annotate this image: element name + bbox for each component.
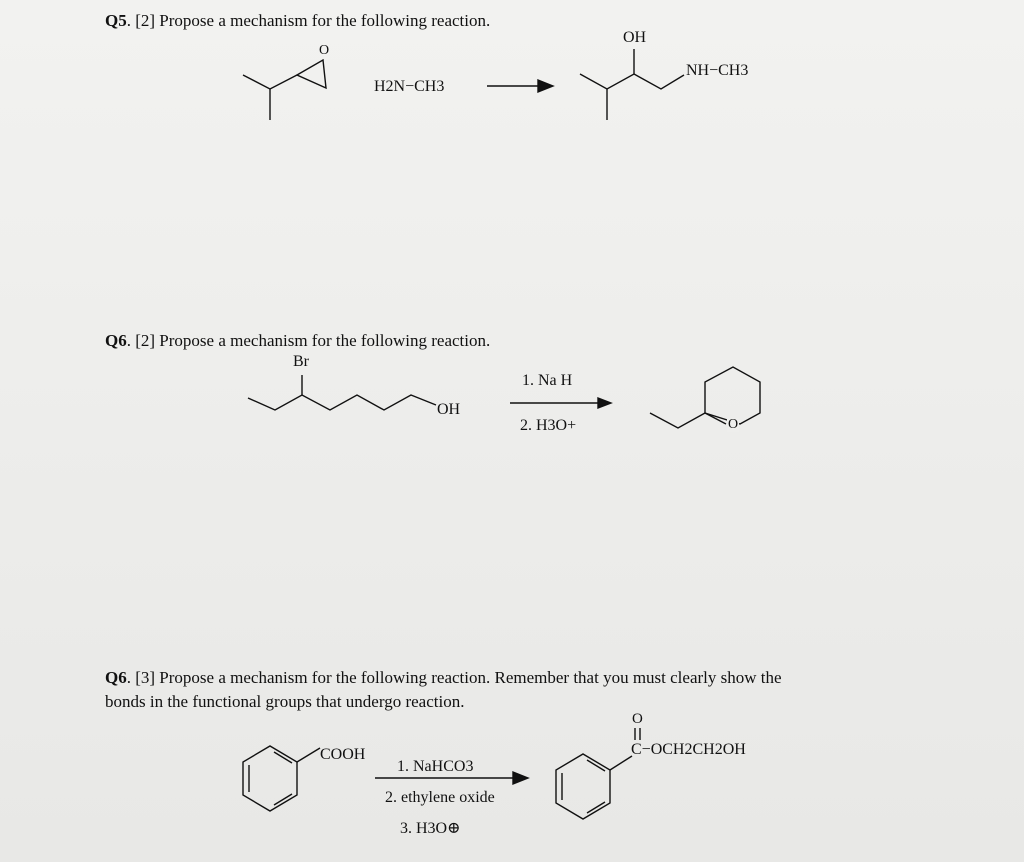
q5-prompt: . [2] Propose a mechanism for the following reaction. xyxy=(126,11,491,30)
q6b-number: Q6 xyxy=(105,668,127,687)
q5-product-hydroxyl: OH xyxy=(623,29,647,46)
q6b-step1: 1. NaHCO3 xyxy=(397,758,474,775)
q6b-reactant-ring xyxy=(243,746,297,811)
q6b-step2: 2. ethylene oxide xyxy=(385,789,495,806)
q6b-product-ring xyxy=(556,754,610,819)
q6b-product-group: C−OCH2CH2OH xyxy=(631,741,746,758)
q6b-prompt-line2: bonds in the functional groups that undergo reaction. xyxy=(105,692,465,711)
q5-epoxide-oxygen: O xyxy=(319,43,330,58)
q6a-hydroxyl: OH xyxy=(437,401,461,418)
q6b-carbonyl-oxygen: O xyxy=(632,711,643,727)
q6b-step3: 3. H3O⊕ xyxy=(400,820,461,837)
q6b-reactant-group: COOH xyxy=(320,746,366,763)
q6b-ester-bond xyxy=(610,756,632,770)
q5-reagent-text: H2N−CH3 xyxy=(374,78,445,95)
q6b-cooh-bond xyxy=(297,748,320,762)
q6b-prompt: . [3] Propose a mechanism for the following reaction. Remember that you must clearly show the xyxy=(126,668,782,687)
q6a-prompt: . [2] Propose a mechanism for the following reaction. xyxy=(126,331,491,350)
q6a-bromo: Br xyxy=(293,353,309,370)
q6a-ring-oxygen: O xyxy=(728,417,739,432)
q6a-step1: 1. Na H xyxy=(522,372,573,389)
q5-product-amine: NH−CH3 xyxy=(686,62,749,79)
q6a-number: Q6 xyxy=(105,331,127,350)
q6a-step2: 2. H3O+ xyxy=(520,417,577,434)
q6b-arrow-head xyxy=(513,772,528,784)
q5-number: Q5 xyxy=(105,11,127,30)
